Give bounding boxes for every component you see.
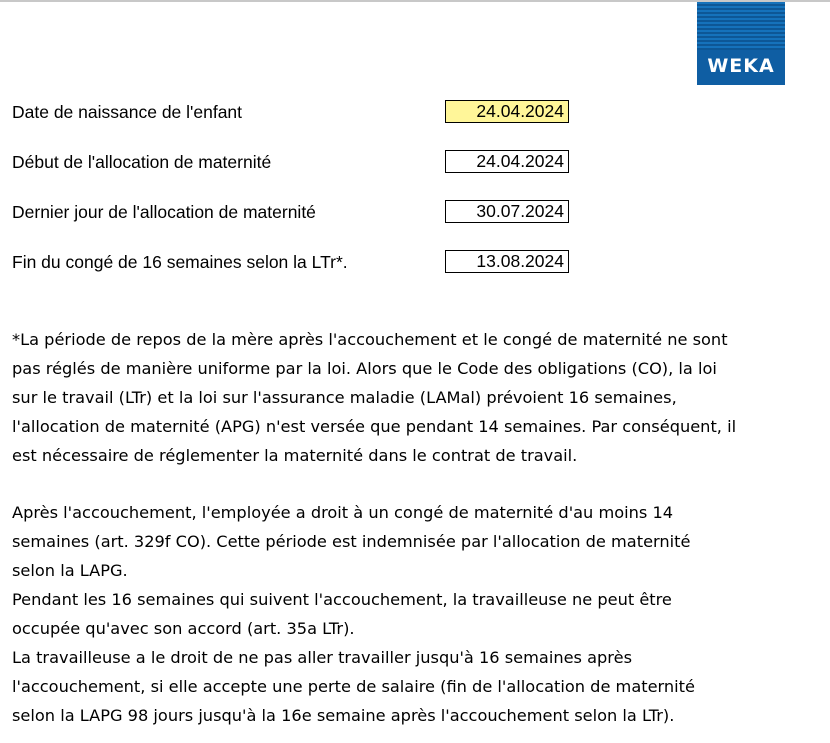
birth-date-input[interactable]: 24.04.2024 [445, 100, 569, 123]
paragraph-leave-right: Après l'accouchement, l'employée a droit à un congé de maternité d'au moins 14 semaines (art. 329f CO). Cette période est indemnisée par l'allocation de maternité selon la LAPG. [12, 503, 691, 580]
logo-text: WEKA [707, 55, 775, 77]
weka-logo [697, 2, 785, 85]
leave-end-value: 13.08.2024 [445, 250, 569, 273]
birth-date-label: Date de naissance de l'enfant [12, 102, 243, 122]
logo-stripes [697, 2, 785, 50]
allowance-start-value: 24.04.2024 [445, 150, 569, 173]
paragraph-work-consent: Pendant les 16 semaines qui suivent l'accouchement, la travailleuse ne peut être occupée qu'avec son accord (art. 35a LTr). [12, 590, 672, 638]
allowance-start-label: Début de l'allocation de maternité [12, 152, 272, 172]
footnote-text: *La période de repos de la mère après l'accouchement et le congé de maternité ne sont pas réglés de manière uniforme par la loi. Alors que le Code des obligations (CO), la loi sur le travail (LTr) et la loi sur l'assurance maladie (LAMal) prévoient 16 semaines, l'allocation de maternité (APG) n'est versée que pendant 14 semaines. Par conséquent, il est nécessaire de réglementer la maternité dans le contrat de travail. [12, 330, 737, 465]
allowance-last-day-label: Dernier jour de l'allocation de maternité [12, 202, 316, 222]
leave-end-label: Fin du congé de 16 semaines selon la LTr*. [12, 252, 348, 272]
allowance-last-day-value: 30.07.2024 [445, 200, 569, 223]
paragraph-salary-loss: La travailleuse a le droit de ne pas aller travailler jusqu'à 16 semaines après l'accouchement, si elle accepte une perte de salaire (fin de l'allocation de maternité selon la LAPG 98 jours jusqu'à la 16e semaine après l'accouchement selon la LTr). [12, 648, 695, 725]
